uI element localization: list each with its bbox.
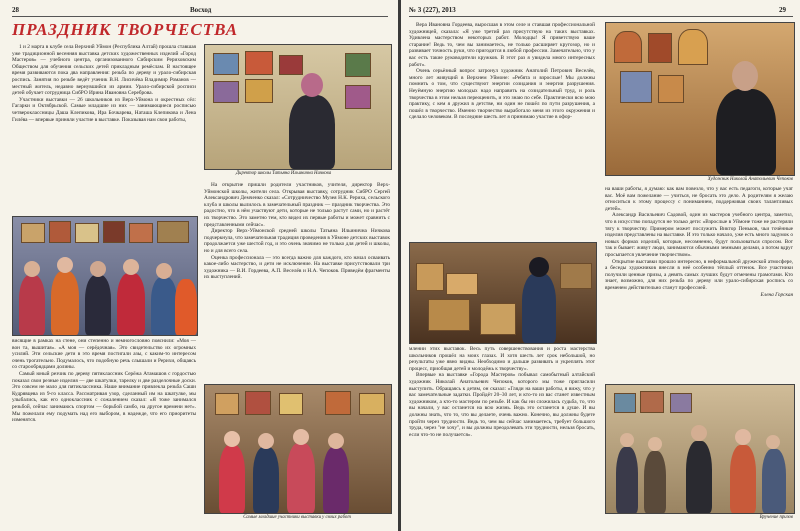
- paragraph: Участники выставки — 26 школьников из Верх-Уймона и окрестных сёл: Гагарки и Октябрьской. Самые младшие из них — занимающиеся росписью четвероклассницы Даша Клепикова, Ира Бочкарева, Наташа Клепикова и Лена Гилёва — впервые приняли участие в выставке. Показывая нам свои работы,: [12, 96, 196, 123]
- paragraph: Вера Ивановна Гордеева, выросшая в этом селе и ставшая профессиональной художницей, сказала: «Я уже третий раз присутствую на таких выставках. Удивлена мастерством некоторых работ. Молодцы! Я приветствую ваше старание! Ведь то, чем вы занимаетесь, не только расширяет кругозор, но и развивает точность руки, что пригодится в любой профессии. Замечательно, что у вас есть такие руководители кружков. В этот раз я увидела много интересных работ».: [409, 22, 595, 68]
- right-column-1-bottom: [409, 346, 595, 526]
- paragraph: млении этих выставок. Весь путь совершенствования и роста мастерства школьников прошёл на моих глазах. И хотя шесть лет срок небольшой, но результаты уже явно видны. Необходимо и дальше развивать и укреплять этот процесс, приобщая детей и молодёжь к творчеству».: [409, 346, 595, 372]
- paragraph: Директор Верх-Уймонской средней школы Татьяна Ильинична Ничкова подчеркнула, что замечательная традиция проведения в Уймоне детских выставок продолжается уже шестой год, и это очень значимо не только для детей и школы, но и для всего села.: [204, 228, 390, 254]
- right-column-2: [605, 186, 793, 372]
- caption-director: Директор школы Татьяна Ильинична Ничкова: [236, 171, 332, 176]
- left-column-2: [204, 182, 390, 392]
- caption-award: Вручение призов: [759, 515, 793, 520]
- paragraph: на ваши работы, я думаю: как вам повезло, что у вас есть педагоги, которые учат вас. Моё вам пожелание — учиться, не бросать это дело. А родителям я желаю относиться к этому процессу с пониманием, поддерживая своих талантливых детей».: [605, 186, 793, 212]
- paragraph: На открытие пришли родители участников, учителя, директор Верх-Уймонской школы, жители села. Открывая выставку, сотрудник СибРО Сергей Александрович Демченко сказал: «Сотрудничество Музея Н.К. Рериха, сельского клуба и школы вылилось в замечательный праздник — праздник творчества. Это радостно, что в нём участвуют дети, которые не только растут сами, но и растёт их творчество. Это заметно тем, кто видел их первые работы и может сравнить с представленными сейчас».: [204, 182, 390, 228]
- paragraph: Александр Васильевич Садовой, один из мастеров учебного центра, заметил, что в искусство попадутся не только дети: «Взрослые в Уймоне тоже не растеряли тягу к творчеству. Примером может послужить Виктор Пеньков, чьи точённые изделия представлены на выставке. И это только начало, уже есть много задумок о новых формах изделий, которые, несомненно, будут пользоваться спросом. Вот так и бывает: живут люди, занимаются обычными земными делами, а потом вдруг просыпается увлечение творчеством».: [605, 212, 793, 258]
- paragraph: висящие в рамках на стене, они степенно и немногословно пояснили: «Моя — вон та, вышитая». «А моя — серёдочная». Это свидетельство их огромных усилий. Эти сельские дети в это время постигали азы, с каким-то интересом очень трогательно. Подумалось, что подобную речь слышали и Рерихи, общаясь со старообрядцами долины.: [12, 338, 196, 371]
- left-page: [0, 0, 398, 531]
- caption-youngest: Самые младшие участники выставки у своих работ: [243, 515, 351, 520]
- issue-number: № 3 (227), 2013: [409, 6, 456, 14]
- photo-woodcarving: [409, 242, 597, 344]
- paragraph: Очень серьёзный вопрос затронул художник Анатолий Петрович Веселёв, много лет живущий в Верхнем Уймоне: «Ребята и взрослые! Мы должны помнить о том, что существуют энергии созидания и энергии разрушения. Неуёмную энергию молодых надо направить на созидательный труд, и роль творчества в этом нельзя переоценить, и это знаю по себе. Практически всю мою практику, с кем я дружил в детстве, ни один не пошёл по пути разрушения, а пошёл в творчество. Именно творчество выработало меня из этого окружения и сделало человеком. В последние шесть лет я принимаю участие в офор-: [409, 68, 595, 121]
- article-title: ПРАЗДНИК ТВОРЧЕСТВА: [12, 20, 239, 39]
- photo-director: [204, 44, 392, 170]
- paragraph: Впервые на выставке «Города Мастеров» побывал самобытный алтайский художник Николай Анатольевич Чепоков, которого мы тоже пригласили выступить. Обращаясь к детям, он сказал: «Гляди на ваши работы, я вижу, что у вас замечательные задатки. Пройдёт 20–30 лет, и кто-то из вас станет известным художником, а кто-то мастером по резьбе. И как бы ни сложилась судьба, то, что вы начали, у вас останется на всю жизнь. Ведь это останется в душе. И вы должны знать, что то, что вы делаете, очень важно. Конечно, вы должны будете пройти через трудности. Ведь то, чем вы сейчас занимаетесь, требует большого труда, через "не хочу", и вы должны преодолевать эти трудности, нельзя бросать, если что-то не получается».: [409, 372, 595, 438]
- right-column-1-top: [409, 22, 595, 238]
- left-column-1-bottom: [12, 338, 196, 524]
- paragraph: Самый юный резчик по дереву пятиклассник Серёжа Атамашов с гордостью показал свои резные изделия — две шкатулки, тарелку и две разделочные доски. Это совсем не мало для пятиклассника. Наше внимание привлекла резьба Саши Кудрявцева из 9-го класса. Рассматривая узор, сделанный им на шкатулке, мы улыбались, как его одноклассник с сожалением сказал: «Я тоже занимался резьбой, сейчас занимаюсь спортом — борьбой самбо, на другое времени нет». Мы пожелали ему подумать над его выбором, в надежде, что его приоритеты изменятся.: [12, 370, 196, 424]
- author-signature: Елена Горская: [760, 291, 793, 298]
- right-page: [401, 0, 800, 531]
- photo-award-ceremony: [605, 384, 795, 514]
- caption-artist: Художник Николай Анатольевич Чепоков: [707, 177, 793, 182]
- left-column-1-top: [12, 44, 196, 214]
- left-header-rule: [12, 16, 388, 17]
- left-page-number: 28: [12, 6, 19, 14]
- left-running-head: Восход: [190, 6, 212, 14]
- paragraph: 1 и 2 марта в клубе села Верхний Уймон (Республика Алтай) прошла ставшая уже традиционной весенняя выставка детских художественных изделий «Город Мастеров» — учебного центра, организованного Сибирским Рериховским Обществом для обучения сельских детей прикладным ремёслам. В настоящее время развиваются пока два направления: резьба по дереву и урало-сибирская роспись. Занятия по резьбе ведёт ученик В.Н. Лисичёва Владимир Романов — местный житель, недавно вернувшийся из армии. Урало-сибирской росписи детей обучает сотрудница СибРО Ирина Ивановна Сереброва.: [12, 44, 196, 97]
- right-header-rule: [409, 16, 793, 17]
- right-page-number: 29: [779, 6, 786, 14]
- paragraph: Оценка профессионала — это всегда важно для каждого, кто начал осваивать какое-либо мастерство, и дети не исключение. На выставке присутствовали три художника — В.И. Гордеева, А.П. Веселёв и Н.А. Чепоков. Приведём фрагменты их выступлений.: [204, 254, 390, 281]
- photo-children: [12, 216, 198, 336]
- photo-youngest-participants: [204, 384, 392, 514]
- paragraph: Открытие выставки прошло интересно, в неформальной дружеской атмосфере, а беседы художников внесли в неё особенно тёплый оттенок. Все участники получили ценные призы, а девять самых лучших будут отмечены грамотами. Кто знает, возможно, для них резьба по дереву или урало-сибирская роспись со временем действительно станут профессией.: [605, 258, 793, 291]
- photo-artist: [605, 22, 795, 176]
